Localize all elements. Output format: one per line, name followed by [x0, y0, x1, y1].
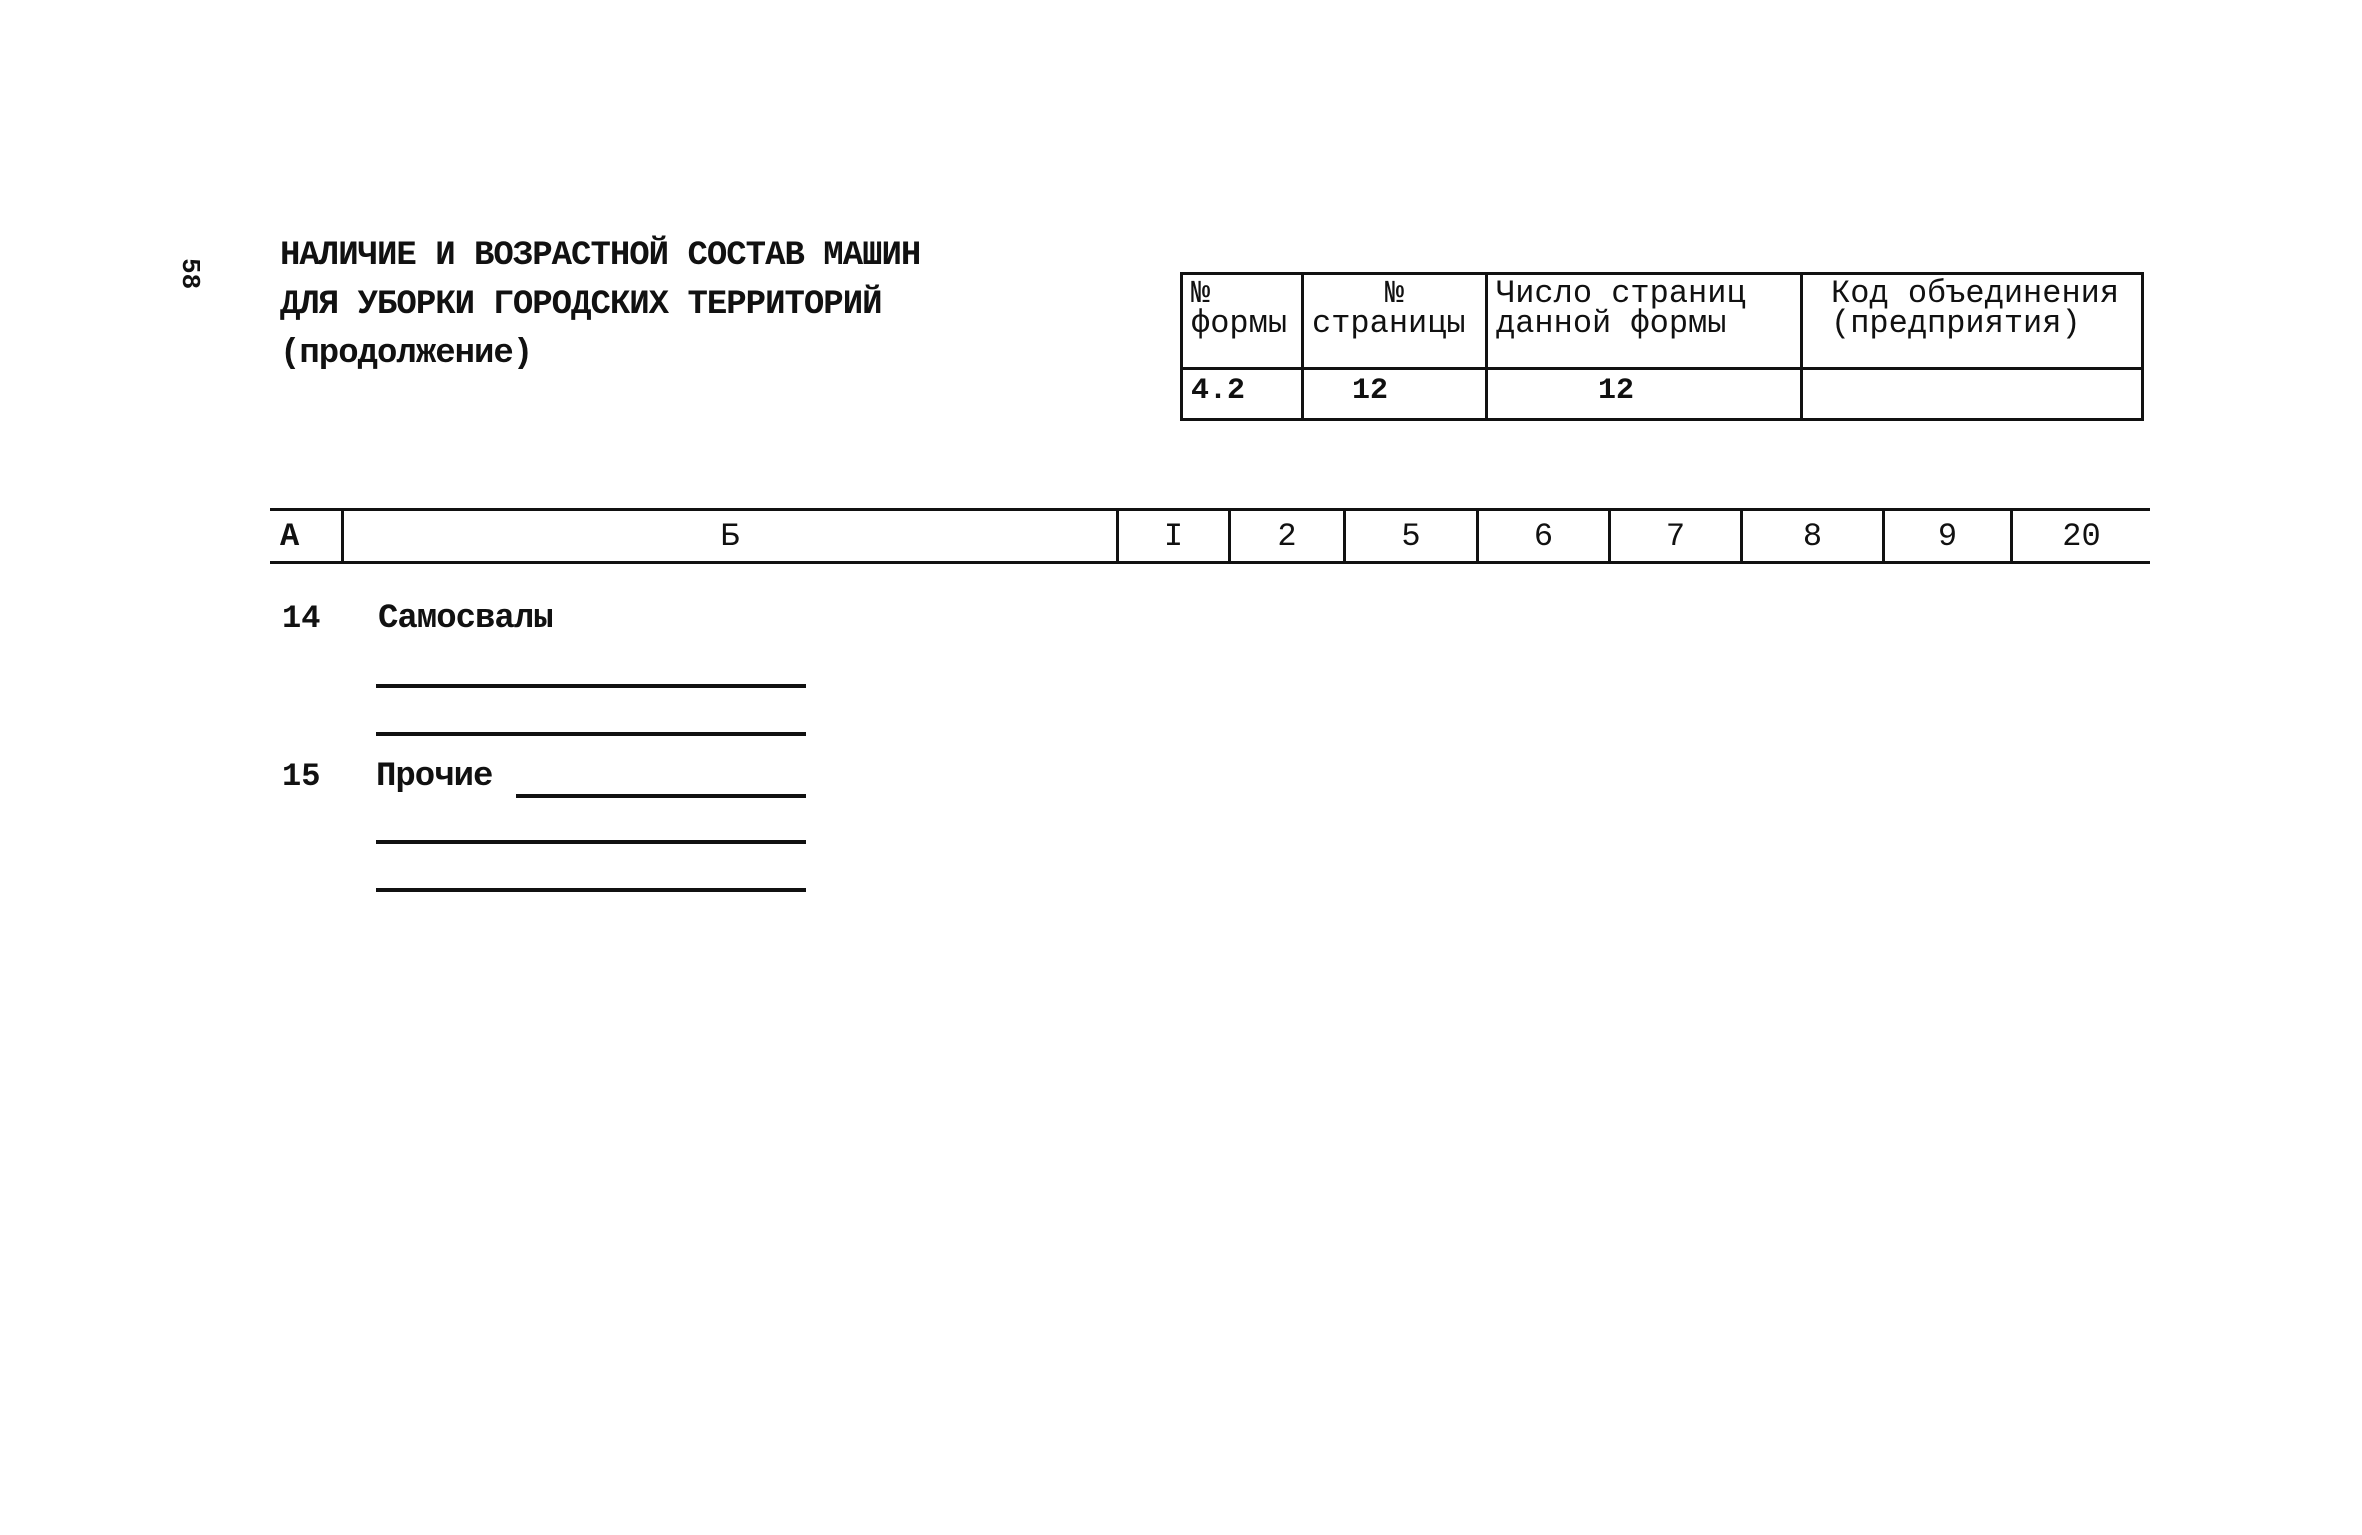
title-line-1: НАЛИЧИЕ И ВОЗРАСТНОЙ СОСТАВ МАШИН: [280, 237, 921, 275]
form-number-value: 4.2: [1182, 369, 1303, 420]
page-number-value: 12: [1303, 369, 1487, 420]
row-number-14: 14: [282, 600, 321, 637]
fill-in-line: [376, 888, 806, 892]
form-info-header-row: [1182, 274, 2143, 369]
row-label-dump-trucks: Самосвалы: [378, 600, 553, 638]
page-number-header-symbol: №: [1384, 275, 1405, 312]
enterprise-code-header: [1802, 274, 2143, 369]
fill-in-line: [516, 794, 806, 798]
form-info-table: [1180, 272, 2144, 421]
fill-in-line: [376, 840, 806, 844]
column-header-5: 5: [1346, 511, 1479, 561]
pages-count-value: 12: [1487, 369, 1802, 420]
page-number: 58: [175, 258, 205, 290]
form-number-header-symbol: №: [1191, 275, 1211, 312]
column-header-8: 8: [1743, 511, 1885, 561]
enterprise-code-header-line-2: (предприятия): [1831, 305, 2081, 342]
pages-count-header: [1487, 274, 1802, 369]
column-header-strip: [270, 508, 2150, 564]
title-line-3: (продолжение): [280, 335, 533, 373]
column-header-6: 6: [1479, 511, 1611, 561]
enterprise-code-header-line-1: Код объединения: [1831, 275, 2120, 312]
column-header-b: Б: [344, 511, 1119, 561]
fill-in-line: [376, 684, 806, 688]
form-number-header: [1182, 274, 1303, 369]
column-header-1: I: [1119, 511, 1231, 561]
column-header-2: 2: [1231, 511, 1346, 561]
form-number-header-label: формы: [1191, 305, 1288, 342]
fill-in-line: [376, 732, 806, 736]
page-number-header: [1303, 274, 1487, 369]
row-label-other: Прочие: [376, 758, 493, 796]
form-info-value-row: [1182, 369, 2143, 420]
document-title: [280, 232, 920, 379]
title-line-2: ДЛЯ УБОРКИ ГОРОДСКИХ ТЕРРИТОРИЙ: [280, 286, 882, 324]
column-header-a: А: [270, 511, 344, 561]
pages-count-header-line-1: Число страниц: [1496, 275, 1746, 312]
row-number-15: 15: [282, 758, 321, 795]
column-header-20: 20: [2062, 517, 2101, 555]
pages-count-header-line-2: данной формы: [1496, 305, 1727, 342]
column-header-9: 9: [1885, 511, 2013, 561]
page-number-header-label: страницы: [1312, 305, 1466, 342]
enterprise-code-value: [1802, 369, 2143, 420]
column-header-7: 7: [1611, 511, 1743, 561]
